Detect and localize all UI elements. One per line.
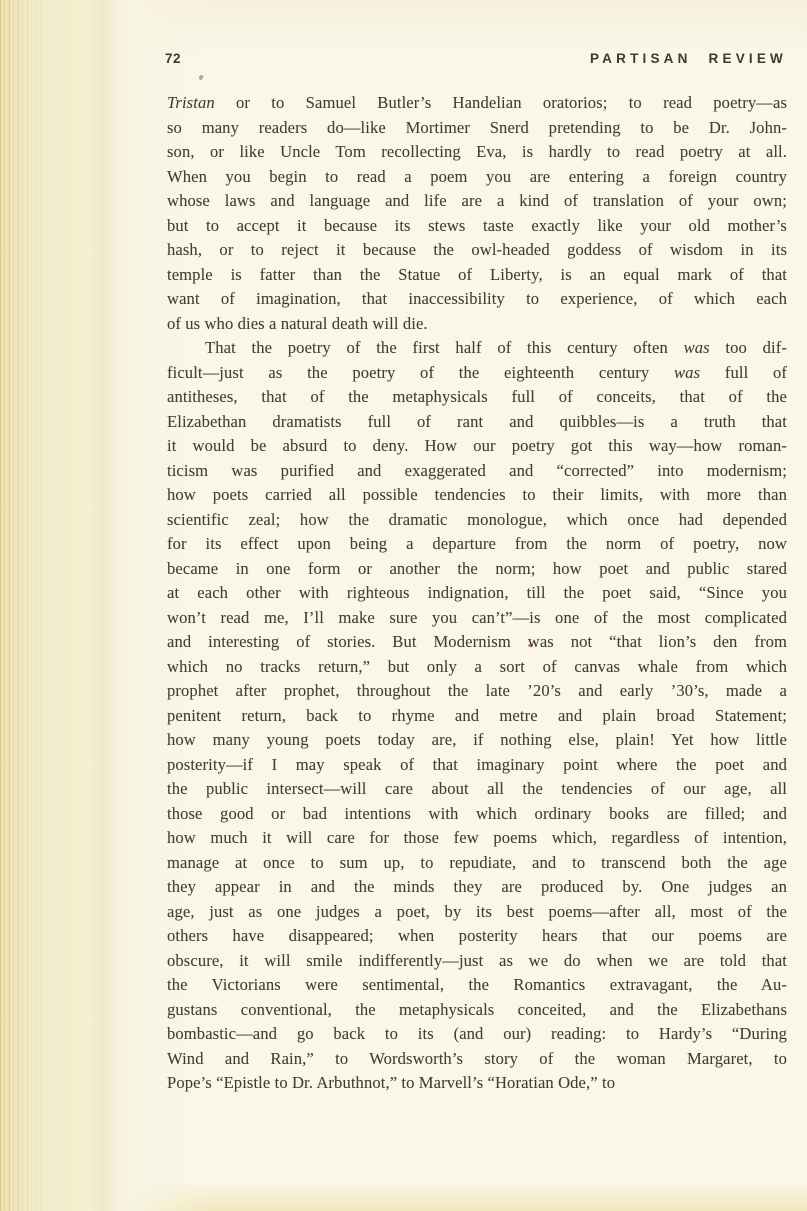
body-text [167,91,787,1096]
text-line: That the poetry of the first half of this century often was too dif- [205,338,787,357]
text-line: whose laws and language and life are a kind of translation of your own; [167,191,787,210]
page-number: 72 [165,51,182,66]
text-line: at each other with righteous indignation, till the poet said, “Since you [167,583,787,602]
text-line: Elizabethan dramatists full of rant and quibbles—is a truth that [167,411,787,431]
paragraph [167,336,787,1096]
text-line: gustans conventional, the metaphysicals conceited, and the Elizabethans [167,999,787,1019]
ink-speck [198,75,203,81]
text-line: son, or like Uncle Tom recollecting Eva, is hardly to read poetry at all. [167,142,787,161]
paragraph [167,91,787,336]
text-line: want of imagination, that inaccessibility to experience, of which each [167,289,787,308]
text-line: posterity—if I may speak of that imaginary point where the poet and [167,754,787,774]
text-line: but to accept it because its stews taste exactly like your old mother’s [167,215,787,235]
text-line: Pope’s “Epistle to Dr. Arbuthnot,” to Marvell’s “Horatian Ode,” to [167,1073,616,1092]
text-line: they appear in and the minds they are produced by. One judges an [167,877,787,896]
text-line: Wind and Rain,” to Wordsworth’s story of the woman Margaret, to [167,1048,787,1068]
text-line: prophet after prophet, throughout the late ’20’s and early ’30’s, made a [167,681,787,700]
text-line: it would be absurd to deny. How our poetry got this way—how roman- [167,436,787,455]
text-line: ticism was purified and exaggerated and “corrected” into modernism; [167,460,787,480]
text-line: temple is fatter than the Statue of Liberty, is an equal mark of that [167,264,787,284]
text-line: When you begin to read a poem you are entering a foreign country [167,166,787,186]
text-line: and interesting of stories. But Modernism was not “that lion’s den from [167,632,787,651]
text-line: obscure, it will smile indifferently—just as we do when we are told that [167,950,787,970]
text-line: won’t read me, I’ll make sure you can’t”—is one of the most complicated [167,607,787,627]
text-line: the public intersect—will care about all the tendencies of our age, all [167,779,787,798]
text-line: how many young poets today are, if nothing else, plain! Yet how little [167,730,787,749]
journal-title: PARTISAN REVIEW [589,51,787,66]
text-line: ficult—just as the poetry of the eighteenth century was full of [167,362,787,382]
text-line: those good or bad intentions with which ordinary books are filled; and [167,803,787,823]
binding-fade [0,0,64,1211]
text-line: age, just as one judges a poet, by its best poems—after all, most of the [167,901,787,921]
text-line: the Victorians were sentimental, the Romantics extravagant, the Au- [167,975,787,994]
text-line: bombastic—and go back to its (and our) reading: to Hardy’s “During [167,1024,787,1043]
page-gutter-shadow [88,0,118,1211]
running-head [165,51,787,67]
text-line: hash, or to reject it because the owl-headed goddess of wisdom in its [167,240,787,259]
text-line: for its effect upon being a departure from the norm of poetry, now [167,534,787,553]
text-line: manage at once to sum up, to repudiate, and to transcend both the age [167,852,787,872]
text-line: of us who dies a natural death will die. [167,313,428,333]
text-line: became in one form or another the norm; how poet and public stared [167,558,787,578]
text-line: how poets carried all possible tendencies to their limits, with more than [167,485,787,504]
text-line: which no tracks return,” but only a sort of canvas whale from which [167,656,787,676]
text-line: Tristan or to Samuel Butler’s Handelian oratorios; to read poetry—as [167,93,787,112]
text-line: how much it will care for those few poems which, regardless of intention, [167,828,787,847]
text-line: scientific zeal; how the dramatic monologue, which once had depended [167,509,787,529]
text-line: penitent return, back to rhyme and metre and plain broad Statement; [167,705,787,725]
text-line: so many readers do—like Mortimer Snerd pretending to be Dr. John- [167,117,787,137]
text-line: others have disappeared; when posterity hears that our poems are [167,926,787,945]
text-line: antitheses, that of the metaphysicals full of conceits, that of the [167,387,787,406]
